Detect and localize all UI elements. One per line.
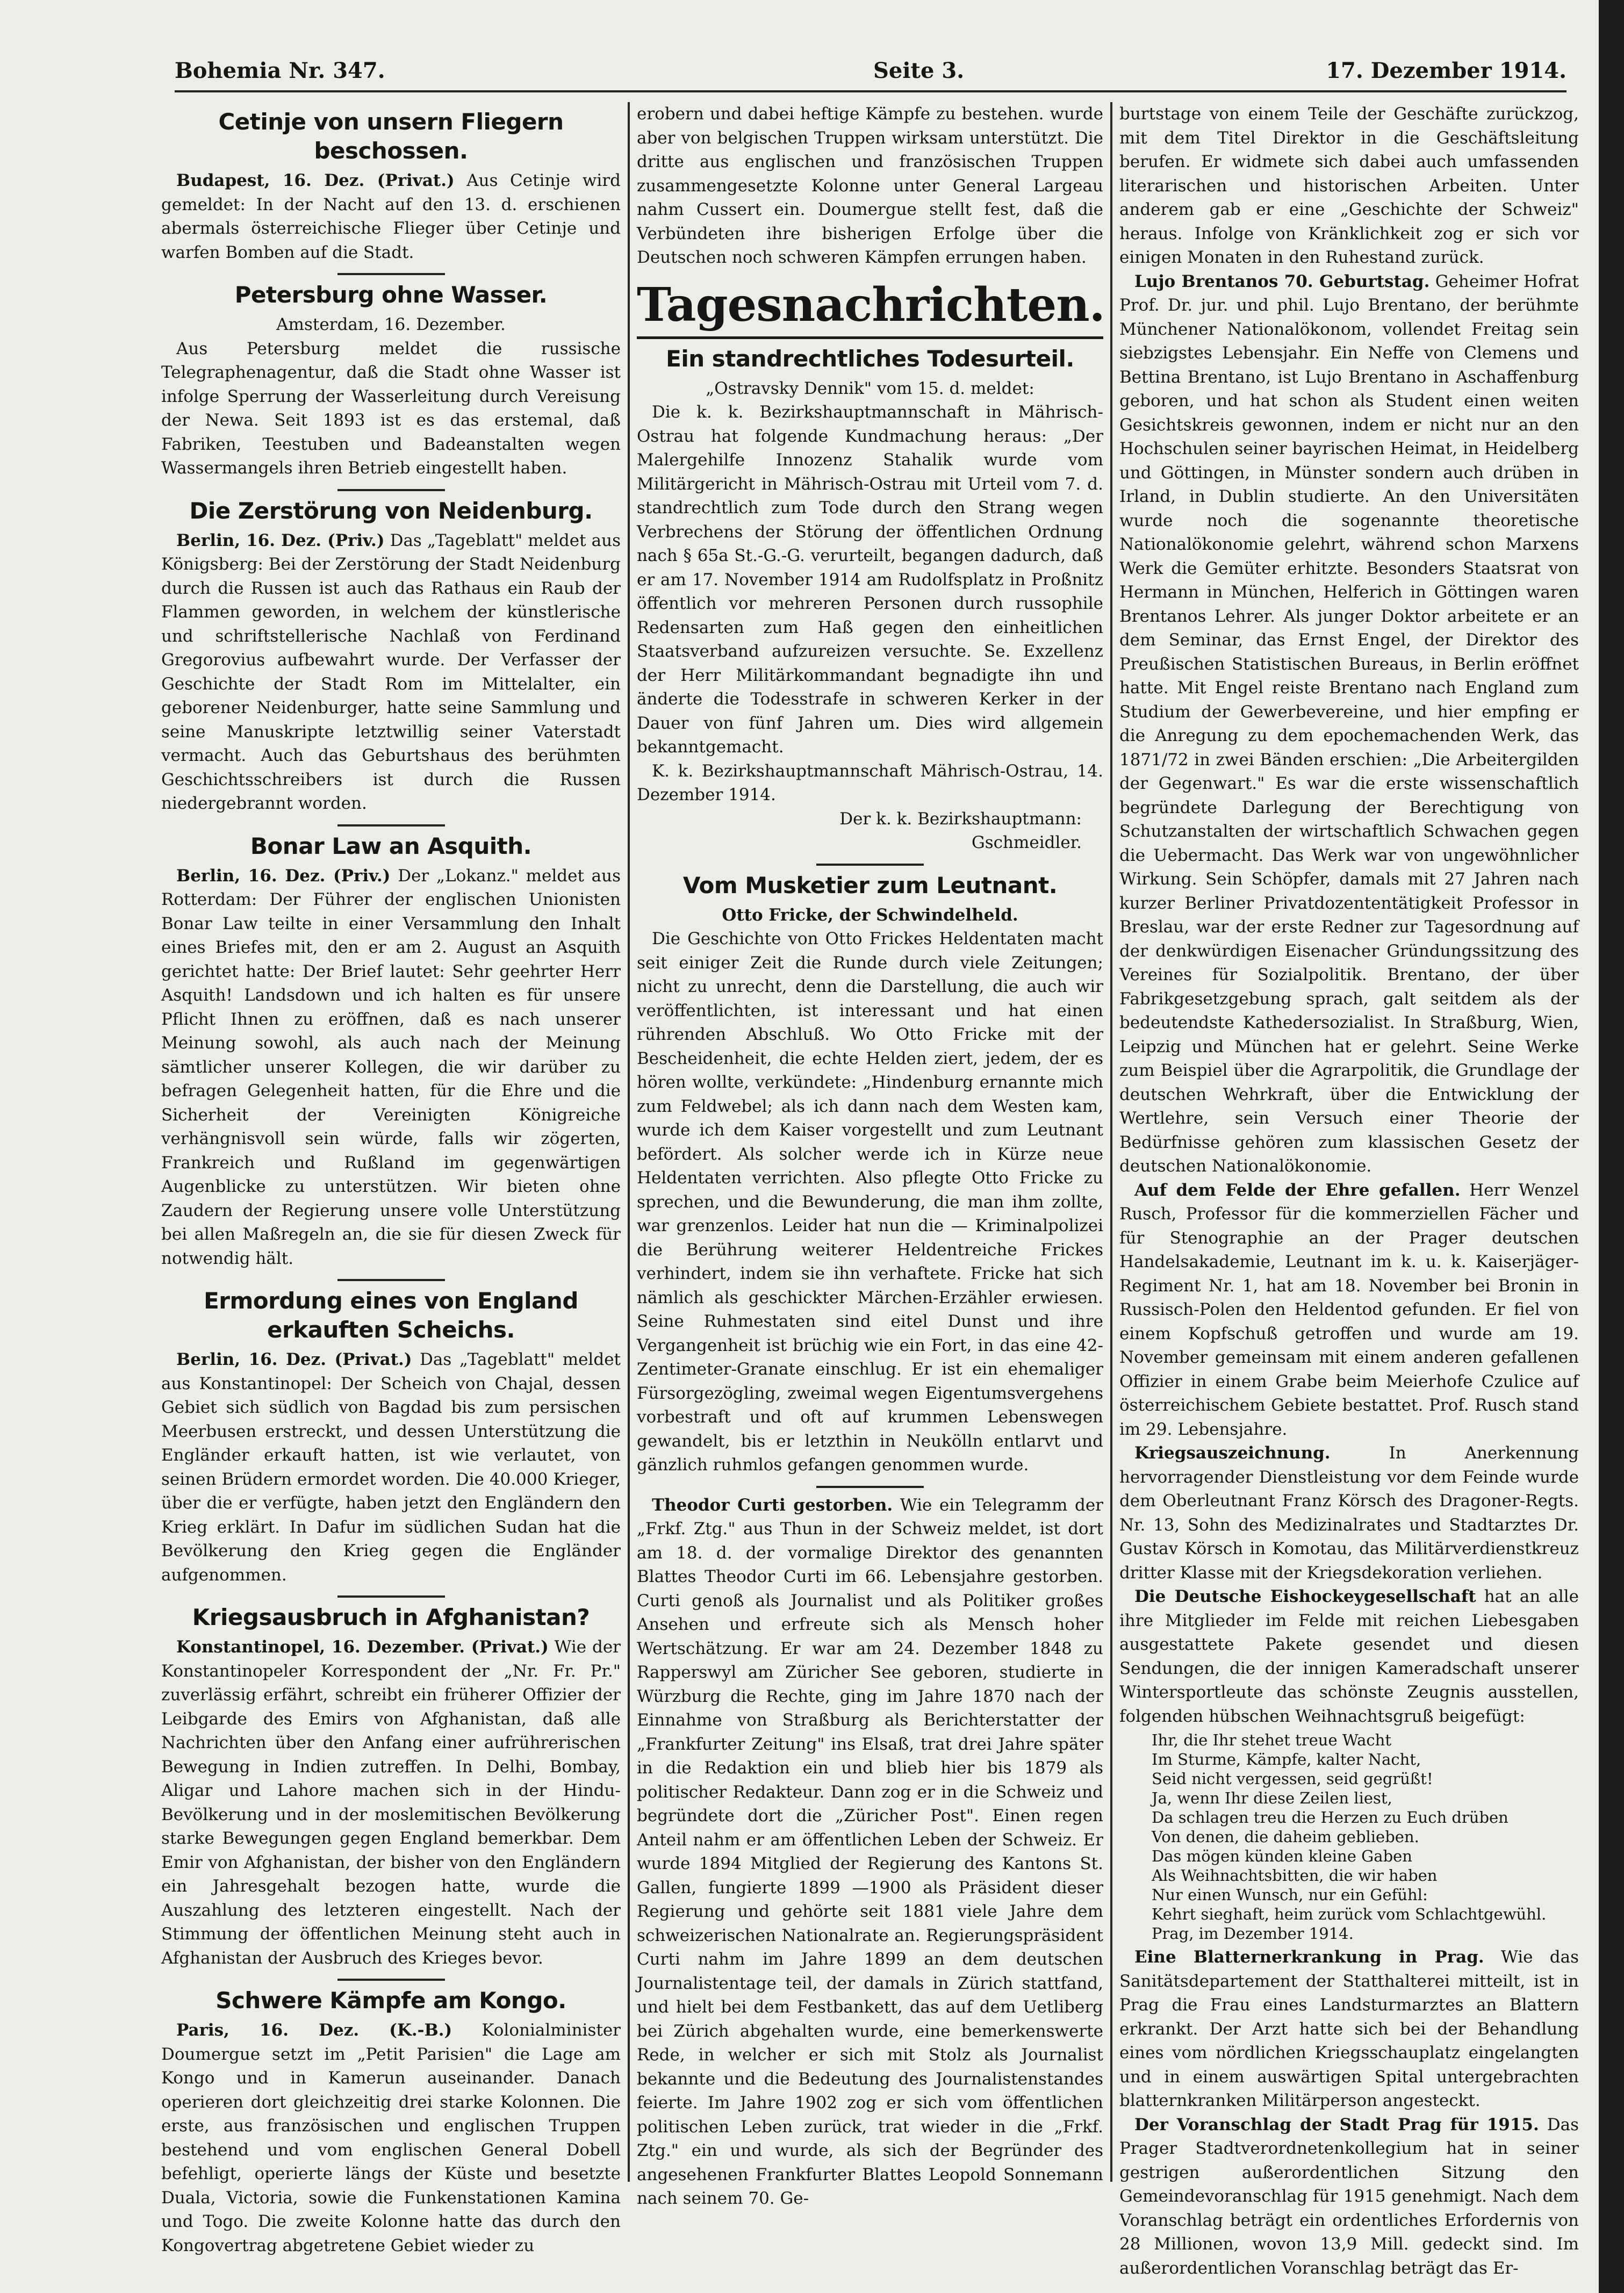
article-subheadline: Otto Fricke, der Schwindelheld. — [722, 905, 1018, 925]
article-todesurteil — [637, 344, 1103, 855]
article-neidenburg — [161, 497, 621, 816]
article-dateline: Berlin, 16. Dez. (Priv.) — [176, 530, 385, 550]
article-headline: Ein standrechtliches Todesurteil. — [666, 345, 1074, 372]
poem-line: Nur einen Wunsch, nur ein Gefühl: — [1152, 1886, 1428, 1904]
item-lead: Kriegsauszeichnung. — [1134, 1443, 1331, 1463]
item-lead: Auf dem Felde der Ehre gefallen. — [1134, 1180, 1461, 1200]
column-rule — [628, 102, 630, 2182]
poem-line: Ja, wenn Ihr diese Zeilen liest, — [1152, 1789, 1392, 1807]
article-body: Wie ein Telegramm der „Frkf. Ztg." aus Thun in der Schweiz meldet, ist dort am 18. d. der vormalige Direktor des genannten Blattes Theodor Curti im 66. Lebensjahre gestorben. Curti genoß als Journalist und als Politiker großes Ansehen und erfreute sich als Mensch hoher Wertschätzung. Er war am 24. Dezember 1848 zu Rapperswyl am Züricher See geboren, studierte in Würzburg die Rechte, ging im Jahre 1870 nach der Einnahme von Straßburg als Berichterstatter der „Frankfurter Zeitung" ins Elsaß, trat drei Jahre später in die Redaktion ein und blieb hier bis 1879 als politischer Redakteur. Dann zog er in die Schweiz und begründete dort die „Züricher Post". Einen regen Anteil nahm er am öffentlichen Leben der Schweiz. Er wurde 1894 Mitglied der Regierung des Kantons St. Gallen, fungierte 1899 —1900 als Präsident dieser Regierung und gehörte seit 1881 viele Jahre dem schweizerischen Nationalrate an. Regierungspräsident Curti nahm im Jahre 1899 an dem deutschen Journalistentage teil, der damals in Zürich stattfand, und hielt bei dem Festbankett, das auf dem Uetliberg bei Zürich abgehalten wurde, eine bemerkenswerte Rede, in welcher er sich mit Stolz als Journalist bekannte und die Bedeutung des Journalistenstandes feierte. Im Jahre 1902 zog er sich vom öffentlichen politischen Leben zurück, trat wieder in die „Frkf. Ztg." ein und wurde, als sich der Begründer des angesehenen Frankfurter Blattes Leopold Sonnemann nach seinem 70. Ge- — [637, 1495, 1103, 2208]
separator — [337, 489, 445, 491]
poem-line: Als Weihnachtsbitten, die wir haben — [1152, 1866, 1438, 1885]
separator — [337, 1279, 445, 1281]
article-curti — [637, 1493, 1103, 2211]
article-headline: Vom Musketier zum Leutnant. — [682, 872, 1058, 898]
article-cetinje — [161, 107, 621, 264]
header-issue: Bohemia Nr. 347. — [175, 58, 385, 83]
article-headline: Ermordung eines von England erkauften Scheichs. — [204, 1288, 578, 1343]
item-body: In Anerkennung hervorragender Dienstleistung vor dem Feinde wurde dem Oberleutnant Franz Körsch des Dragoner-Regts. Nr. 13, Sohn des Medizinalrates und Stadtarztes Dr. Gustav Körsch in Komotau, das Militärverdienstkreuz dritter Klasse mit der Kriegsdekoration verliehen. — [1119, 1443, 1579, 1583]
poem-line: Seid nicht vergessen, seid gegrüßt! — [1152, 1770, 1433, 1788]
item-lead: Lujo Brentanos 70. Geburtstag. — [1134, 271, 1430, 291]
poem-signoff: Prag, im Dezember 1914. — [1152, 1924, 1354, 1943]
separator — [816, 1486, 924, 1488]
article-bonar-law — [161, 832, 621, 1271]
item-lead: Die Deutsche Eishockeygesellschaft — [1134, 1587, 1476, 1606]
item-lead: Eine Blatternerkrankung in Prag. — [1134, 1947, 1484, 1967]
article-body: Das „Tageblatt" meldet aus Konstantinopel: Der Scheich von Chajal, dessen Gebiet sich südlich von Bagdad bis zum persischen Meerbusen erstreckt, und dessen Unterstützung die Engländer erkauft hatten, ist wie verlautet, von seinen Brüdern ermordet worden. Die 40.000 Krieger, über die er verfügte, haben jetzt den Engländern den Krieg erklärt. In Dafur im südlichen Sudan hat die Bevölkerung den Krieg gegen die Engländer aufgenommen. — [161, 1350, 621, 1585]
article-headline: Petersburg ohne Wasser. — [234, 282, 548, 308]
article-musketier — [637, 871, 1103, 1477]
article-headline: Cetinje von unsern Fliegern beschossen. — [218, 109, 564, 164]
article-body: Aus Petersburg meldet die russische Telegraphenagentur, daß die Stadt ohne Wasser ist infolge Sperrung der Wasserleitung durch Vereisung der Newa. Seit 1893 ist es das erstemal, daß Fabriken, Teestuben und Badeanstalten wegen Wassermangels ihren Betrieb eingestellt haben. — [161, 339, 621, 478]
poem-line: Von denen, die daheim geblieben. — [1152, 1828, 1419, 1846]
article-dateline: Budapest, 16. Dez. (Privat.) — [176, 171, 455, 190]
continued-text: erobern und dabei heftige Kämpfe zu bestehen. wurde aber von belgischen Truppen wirksam unterstützt. Die dritte aus englischen und französischen Truppen zusammengesetzte Kolonne unter General Largeau nahm Cussert ein. Doumergue stellt fest, daß die Verbündeten ihre bisherigen Erfolge über die Deutschen noch schweren Kämpfen errungen haben. — [637, 104, 1103, 267]
item-body: Wie das Sanitätsdepartement der Statthalterei mitteilt, ist in Prag die Frau eines Landsturmarztes an Blattern erkrankt. Der Arzt hatte sich bei der Behandlung eines vom nördlichen Kriegsschauplatz eingelangten und in einem auswärtigen Spital untergebrachten blatternkranken Militärperson angesteckt. — [1119, 1947, 1579, 2110]
article-scheich — [161, 1286, 621, 1587]
article-body: Die Geschichte von Otto Frickes Heldentaten macht seit einiger Zeit die Runde durch viele Zeitungen; nicht zu unrecht, denn die Darstellung, die auch wir veröffentlichten, ist interessant und hat einen rührenden Abschluß. Wo Otto Fricke mit der Bescheidenheit, die echte Helden ziert, jedem, der es hören wollte, verkündete: „Hindenburg ernannte mich zum Feldwebel; als ich dann nach dem Westen kam, wurde ich dem Kaiser vorgestellt und zum Leutnant befördert. Als solcher werde ich in Kürze neue Heldentaten verrichten. Also pflegte Otto Fricke zu sprechen, und die Bewunderung, die man ihm zollte, war grenzenlos. Leider hat nun die — Kriminalpolizei die Berührung weiterer Heldentreiche Frickes verhindert, indem sie ihn verhaftete. Fricke hat sich nämlich als geschickter Märchen-Erzähler erwiesen. Seine Ruhmestaten sind eitel Dunst und ihre Vergangenheit ist brüchig wie ein Fort, in das eine 42-Zentimeter-Granate einschlug. Er ist ein ehemaliger Fürsorgezögling, zweimal wegen Eigentumsvergehens vorbestraft und oft auf krummen Lebenswegen gewandelt, bis er letzthin in Neukölln entlarvt und gänzlich ruhmlos gefangen genommen wurde. — [637, 929, 1103, 1475]
article-petersburg — [161, 281, 621, 480]
item-body: hat an alle ihre Mitglieder im Felde mit reichen Liebesgaben ausgestattete Pakete gesendet und diesen Sendungen, die der innigen Kameradschaft unserer Wintersportleute das schönste Zeugnis ausstellen, folgenden hübschen Weihnachtsgruß beigefügt: — [1119, 1587, 1579, 1726]
column-1 — [161, 102, 621, 2255]
article-kongo — [161, 1986, 621, 2258]
article-afghanistan — [161, 1603, 621, 1970]
item-body: Geheimer Hofrat Prof. Dr. jur. und phil. Lujo Brentano, der berühmte Münchener Nationalökonom, vollendet Freitag sein siebzigstes Lebensjahr. Ein Neffe von Clemens und Bettina Brentano, ist Lujo Brentano in Aschaffenburg geboren, und hat schon als Student einen weiten Gesichtskreis gewonnen, indem er nicht nur an den Hochschulen seiner bayrischen Heimat, in Heidelberg und Göttingen, in Münster sondern auch drüben in Irland, in Dublin studierte. An den Universitäten wurde noch die sogenannte theoretische Nationalökonomie gelehrt, während schon Marxens Werk die Gemüter erhitzte. Besonders Staatsrat von Hermann in München, Helferich in Göttingen waren Brentanos Lehrer. Als junger Doktor arbeitete er an dem Seminar, das Ernst Engel, der Direktor des Preußischen Statistischen Bureaus, in Berlin eröffnet hatte. Mit Engel reiste Brentano nach England zum Studium der Gewerbevereine, und hier empfing er die Anregung zu dem epochemachenden Werk, das 1871/72 in zwei Bänden erschien: „Die Arbeitergilden der Gegenwart." Es war die erste wissenschaftlich begründete Darlegung der Berechtigung von Schutzanstalten der wirtschaftlich Schwachen gegen die Uebermacht. Das Werk war von ungewöhnlicher Wirkung. Sein Schöpfer, damals mit 27 Jahren nach kurzer Berliner Privatdozententätigkeit Professor in Breslau, war der erste Redner zur Tagesordnung auf der denkwürdigen Eisenacher Gründungssitzung des Vereines für Sozialpolitik. Brentano, der über Fabrikgesetzgebung sprach, galt seitdem als der bedeutendste Kathedersozialist. In Straßburg, Wien, Leipzig und München hat er gelehrt. Seine Werke zum Beispiel über die Agrarpolitik, die Grundlage der deutschen Wehrkraft, über die Entwicklung der Wertlehre, sein Versuch einer Theorie der Bedürfnisse gehören zum klassischen Gesetz der deutschen Nationalökonomie. — [1119, 271, 1579, 1176]
poem-line: Kehrt sieghaft, heim zurück vom Schlachtgewühl. — [1152, 1905, 1547, 1923]
item-lead: Der Voranschlag der Stadt Prag für 1915. — [1134, 2115, 1539, 2134]
item-body: Herr Wenzel Rusch, Professor für die kommerziellen Fächer und für Stenographie an der Prager deutschen Handelsakademie, Leutnant im k. u. k. Kaiserjäger-Regiment Nr. 1, hat am 18. November bei Bronin in Russisch-Polen den Heldentod gefunden. Er fiel von einem Kopfschuß getroffen und wurde am 19. November gemeinsam mit einem anderen gefallenen Offizier in einem Grabe beim Meierhofe Czulice auf österreichischem Gebiete bestattet. Prof. Rusch stand im 29. Lebensjahre. — [1119, 1180, 1579, 1439]
article-body: Das „Tageblatt" meldet aus Königsberg: Bei der Zerstörung der Stadt Neidenburg durch die Russen ist auch das Rathaus ein Raub der Flammen geworden, in welchem der künstlerische und schriftstellerische Nachlaß von Ferdinand Gregorovius aufbewahrt wurde. Der Verfasser der Geschichte der Stadt Rom im Mittelalter, ein geborener Neidenburger, hatte seine Sammlung und seine Manuskripte letztwillig seiner Vaterstadt vermacht. Auch das Geburtshaus des berühmten Geschichtsschreibers ist durch die Russen niedergebrannt worden. — [161, 530, 621, 813]
header-rule — [175, 90, 1566, 92]
separator — [337, 824, 445, 826]
article-dateline: Berlin, 16. Dez. (Priv.) — [176, 866, 391, 886]
poem-line: Ihr, die Ihr stehet treue Wacht — [1152, 1731, 1391, 1749]
article-body: Der „Lokanz." meldet aus Rotterdam: Der Führer der englischen Unionisten Bonar Law teilte in einer Versammlung den Inhalt eines Briefes mit, den er am 2. August an Asquith gerichtet hatte: Der Brief lautet: Sehr geehrter Herr Asquith! Landsdown und ich halten es für unsere Pflicht Ihnen zu eröffnen, daß es nach unserer Meinung sowohl, als auch nach der Meinung sämtlicher unserer Kollegen, die wir darüber zu befragen Gelegenheit hatten, für die Ehre und die Sicherheit der Vereinigten Königreiche verhängnisvoll sein würde, falls wir zögerten, Frankreich und Rußland im gegenwärtigen Augenblicke zu unterstützen. Wir bieten ohne Zaudern der Regierung unsere volle Unterstützung bei allen Maßregeln an, die sie für diesen Zweck für notwendig hält. — [161, 866, 621, 1268]
article-body: Aus Cetinje wird gemeldet: In der Nacht auf den 13. d. erschienen abermals österreichische Flieger über Cetinje und warfen Bomben auf die Stadt. — [161, 171, 621, 262]
article-dateline: Berlin, 16. Dez. (Privat.) — [176, 1350, 412, 1369]
signature-title: Der k. k. Bezirkshauptmann: — [839, 809, 1082, 829]
article-dateline: Amsterdam, 16. Dezember. — [276, 315, 506, 334]
poem-line: Das mögen künden kleine Gaben — [1152, 1847, 1412, 1865]
article-body: Wie der Konstantinopeler Korrespondent der „Nr. Fr. Pr." zuverlässig erfährt, schreibt ein früherer Offizier der Leibgarde des Emirs von Afghanistan, daß alle Nachrichten über den Anfang einer aufrührerischen Bewegung in Indien zutreffen. In Delhi, Bombay, Aligar und Lahore machen sich in der Hindu-Bevölkerung und in der moslemitischen Bevölkerung starke Bewegungen gegen England bemerkbar. Dem Emir von Afghanistan, der bisher von den Engländern ein Jahresgehalt bezogen hatte, wurde die Auszahlung des letzteren eingestellt. Nach der Stimmung der öffentlichen Meinung steht auch in Afghanistan der Ausbruch des Krieges bevor. — [161, 1637, 621, 1968]
poem-line: Da schlagen treu die Herzen zu Euch drüben — [1152, 1808, 1508, 1827]
article-dateline: Paris, 16. Dez. (K.-B.) — [176, 2021, 452, 2040]
column-2 — [637, 102, 1105, 2208]
section-heading: Tagesnachrichten. — [637, 277, 1105, 332]
article-headline: Schwere Kämpfe am Kongo. — [215, 1987, 566, 2014]
poem-line: Im Sturme, Kämpfe, kalter Nacht, — [1152, 1750, 1421, 1769]
article-headline: Kriegsausbruch in Afghanistan? — [192, 1604, 590, 1630]
article-body: Die k. k. Bezirkshauptmannschaft in Mährisch-Ostrau hat folgende Kundmachung heraus: „Der Malergehilfe Innozenz Stahalik wurde vom Militärgericht in Mährisch-Ostrau mit Urteil vom 7. d. standrechtlich zum Tode durch den Strang wegen Verbrechens der Störung der öffentlichen Ordnung nach § 65a St.-G.-G. verurteilt, begangen dadurch, daß er am 17. November 1914 am Rudolfsplatz in Proßnitz öffentlich vor mehreren Personen durch russophile Redensarten zum Haß gegen den einheitlichen Staatsverband aufzureizen versuchte. Se. Exzellenz der Herr Militärkommandant begnadigte ihn und änderte die Todesstrafe in schweren Kerker in der Dauer von fünf Jahren um. Dies wird allgemein bekanntgemacht. — [637, 402, 1103, 757]
separator — [337, 1595, 445, 1598]
separator — [816, 864, 924, 866]
header-page-number: Seite 3. — [873, 58, 965, 83]
column-3 — [1119, 102, 1579, 2278]
scan-edge — [1599, 0, 1624, 2293]
separator — [337, 273, 445, 275]
column-rule — [1110, 102, 1112, 2182]
header-date: 17. Dezember 1914. — [1326, 58, 1566, 83]
article-headline: Die Zerstörung von Neidenburg. — [189, 497, 593, 524]
signature-name: Gschmeidler. — [971, 833, 1082, 852]
article-source: „Ostravsky Dennik" vom 15. d. meldet: — [706, 378, 1034, 398]
continued-text: burtstage von einem Teile der Geschäfte zurückzog, mit dem Titel Direktor in die Geschäftsleitung berufen. Er widmete sich dabei auch umfassenden literarischen und historischen Arbeiten. Unter anderem gab er eine „Geschichte der Schweiz" heraus. Infolge von Kränklichkeit zog er sich vor einigen Monaten in den Ruhestand zurück. — [1119, 104, 1579, 267]
item-body: Das Prager Stadtverordnetenkollegium hat in seiner gestrigen außerordentlichen Sitzung den Gemeindevoranschlag für 1915 genehmigt. Nach dem Voranschlag beträgt ein ordentliches Erfordernis von 28 Millionen, wovon 13,9 Mill. gedeckt sind. Im außerordentlichen Voranschlag beträgt das Er- — [1119, 2115, 1579, 2278]
section-rule — [637, 336, 1103, 339]
article-lead: Theodor Curti gestorben. — [652, 1495, 893, 1515]
separator — [337, 1979, 445, 1981]
article-dateline: Konstantinopel, 16. Dezember. (Privat.) — [176, 1637, 549, 1657]
article-headline: Bonar Law an Asquith. — [250, 832, 532, 859]
article-signoff: K. k. Bezirkshauptmannschaft Mährisch-Ostrau, 14. Dezember 1914. — [637, 761, 1103, 804]
weihnachtsgruss-poem — [1152, 1730, 1579, 1943]
article-body: Kolonialminister Doumergue setzt im „Petit Parisien" die Lage am Kongo und in Kamerun auseinander. Danach operieren dort gleichzeitig drei starke Kolonnen. Die erste, aus französischen und englischen Truppen bestehend und vom englischen General Dobell befehligt, operierte längs der Küste und besetzte Duala, Victoria, sowie die Funkenstationen Kamina und Togo. Die zweite Kolonne hatte das durch den Kongovertrag abgetretene Gebiet wieder zu — [161, 2021, 621, 2255]
